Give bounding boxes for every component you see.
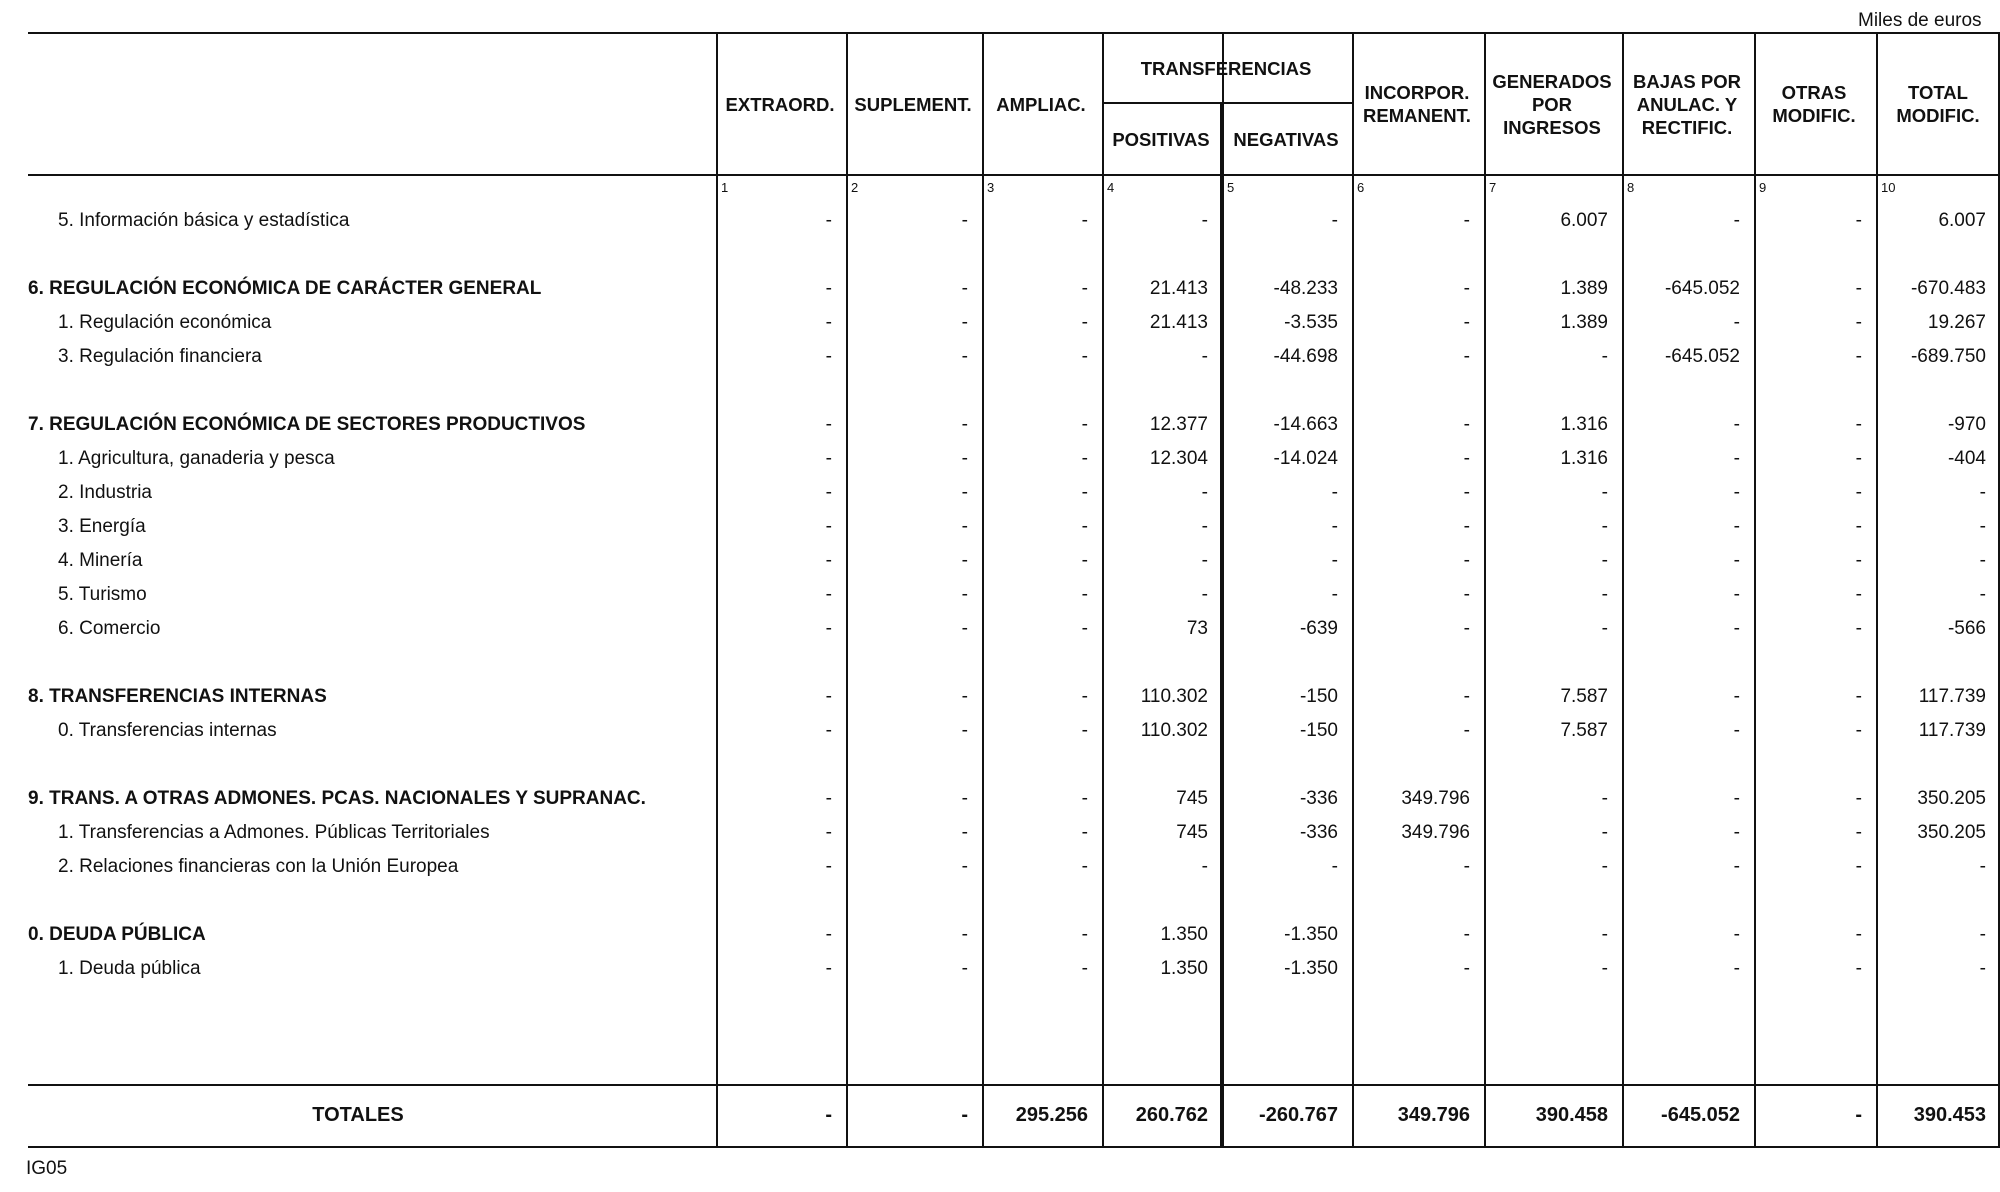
row-value: -404 xyxy=(1947,448,1986,469)
row-value: - xyxy=(1463,414,1470,435)
row-value: - xyxy=(1733,210,1740,231)
row-value: - xyxy=(1201,856,1208,877)
row-value: - xyxy=(1463,550,1470,571)
row-value: - xyxy=(1081,924,1088,945)
row-value: - xyxy=(1855,312,1862,333)
row-value: - xyxy=(825,822,832,843)
row-value: -14.663 xyxy=(1273,414,1338,435)
row-value: - xyxy=(1601,958,1608,979)
row-value: - xyxy=(1201,346,1208,367)
row-value: - xyxy=(1081,822,1088,843)
column-number: 8 xyxy=(1627,180,1635,195)
row-value: 6.007 xyxy=(1560,210,1608,231)
row-label: 6. Comercio xyxy=(58,618,161,639)
row-value: - xyxy=(1081,618,1088,639)
totals-value: 390.453 xyxy=(1913,1104,1986,1126)
column-number: 7 xyxy=(1489,180,1497,195)
row-value: - xyxy=(1733,414,1740,435)
row-value: - xyxy=(961,448,968,469)
row-value: - xyxy=(1979,958,1986,979)
row-value: - xyxy=(1733,448,1740,469)
row-value: - xyxy=(1081,584,1088,605)
row-value: - xyxy=(1733,686,1740,707)
row-value: - xyxy=(1601,856,1608,877)
row-value: 110.302 xyxy=(1140,720,1208,741)
row-value: 21.413 xyxy=(1149,278,1208,299)
row-value: 117.739 xyxy=(1918,686,1986,707)
row-value: - xyxy=(1855,278,1862,299)
row-value: - xyxy=(1979,584,1986,605)
row-value: 7.587 xyxy=(1560,686,1608,707)
totals-value: - xyxy=(961,1104,968,1126)
table-row xyxy=(0,818,2000,852)
column-number: 5 xyxy=(1227,180,1235,195)
row-value: - xyxy=(1855,924,1862,945)
totals-value: 295.256 xyxy=(1015,1104,1088,1126)
row-value: - xyxy=(1855,550,1862,571)
table-row xyxy=(0,512,2000,546)
table-row xyxy=(0,682,2000,716)
row-value: - xyxy=(825,210,832,231)
row-value: 110.302 xyxy=(1140,686,1208,707)
row-value: - xyxy=(1201,550,1208,571)
row-label: 0. Transferencias internas xyxy=(58,720,277,741)
row-value: - xyxy=(1081,720,1088,741)
row-value: - xyxy=(825,788,832,809)
row-value: -336 xyxy=(1299,788,1338,809)
row-value: - xyxy=(961,482,968,503)
row-value: 73 xyxy=(1186,618,1208,639)
row-value: - xyxy=(1979,856,1986,877)
row-value: 1.389 xyxy=(1560,312,1608,333)
header-incorpor: INCORPOR. REMANENT. xyxy=(1363,82,1471,126)
row-value: - xyxy=(1601,788,1608,809)
row-value: - xyxy=(1855,686,1862,707)
row-value: - xyxy=(1601,822,1608,843)
header-negativas: NEGATIVAS xyxy=(1233,128,1339,150)
row-value: - xyxy=(1081,856,1088,877)
row-value: - xyxy=(1733,720,1740,741)
row-value: 117.739 xyxy=(1918,720,1986,741)
table-row xyxy=(0,954,2000,988)
table-row xyxy=(0,546,2000,580)
row-value: - xyxy=(1855,958,1862,979)
row-value: - xyxy=(1331,856,1338,877)
totals-value: -645.052 xyxy=(1661,1104,1740,1126)
row-label: 1. Regulación económica xyxy=(58,312,272,333)
row-value: - xyxy=(825,414,832,435)
totals-value: - xyxy=(825,1104,832,1126)
row-value: - xyxy=(1733,788,1740,809)
row-value: - xyxy=(825,448,832,469)
table-row xyxy=(0,852,2000,886)
row-value: 349.796 xyxy=(1401,822,1470,843)
row-value: - xyxy=(1201,584,1208,605)
row-value: - xyxy=(1463,720,1470,741)
header-extraord: EXTRAORD. xyxy=(725,93,835,115)
row-value: - xyxy=(825,482,832,503)
row-value: - xyxy=(1855,210,1862,231)
row-value: - xyxy=(825,958,832,979)
row-value: - xyxy=(1463,346,1470,367)
column-number: 1 xyxy=(721,180,729,195)
row-value: 12.377 xyxy=(1149,414,1208,435)
row-value: - xyxy=(1855,856,1862,877)
column-number: 6 xyxy=(1357,180,1365,195)
header-suplement: SUPLEMENT. xyxy=(854,93,972,115)
row-value: - xyxy=(1331,550,1338,571)
row-value: -670.483 xyxy=(1910,278,1986,299)
row-value: -1.350 xyxy=(1284,958,1338,979)
row-value: -48.233 xyxy=(1273,278,1338,299)
row-value: - xyxy=(825,516,832,537)
section-label: 0. DEUDA PÚBLICA xyxy=(28,924,206,945)
units-note: Miles de euros xyxy=(1858,10,1982,31)
table-row xyxy=(0,716,2000,750)
row-value: - xyxy=(1979,482,1986,503)
totals-label: TOTALES xyxy=(312,1104,404,1126)
row-value: -150 xyxy=(1299,686,1338,707)
section-label: 9. TRANS. A OTRAS ADMONES. PCAS. NACIONALES Y SUPRANAC. xyxy=(28,788,646,809)
row-value: - xyxy=(961,856,968,877)
table-row xyxy=(0,206,2000,240)
row-value: - xyxy=(1081,550,1088,571)
row-value: - xyxy=(961,414,968,435)
row-value: - xyxy=(1201,516,1208,537)
totals-value: 390.458 xyxy=(1535,1104,1608,1126)
row-value: 350.205 xyxy=(1917,788,1986,809)
row-value: 349.796 xyxy=(1401,788,1470,809)
row-value: - xyxy=(961,720,968,741)
row-value: -336 xyxy=(1299,822,1338,843)
row-value: - xyxy=(1463,278,1470,299)
row-value: - xyxy=(1201,210,1208,231)
row-label: 4. Minería xyxy=(58,550,143,571)
row-value: - xyxy=(1601,618,1608,639)
row-value: - xyxy=(1733,584,1740,605)
row-label: 2. Industria xyxy=(58,482,152,503)
section-label: 6. REGULACIÓN ECONÓMICA DE CARÁCTER GENERAL xyxy=(28,278,542,299)
header-transferencias: TRANSFERENCIAS xyxy=(1140,57,1312,79)
column-number: 4 xyxy=(1107,180,1115,195)
row-value: - xyxy=(1601,516,1608,537)
row-value: - xyxy=(1463,686,1470,707)
row-value: - xyxy=(1855,448,1862,469)
row-value: 1.316 xyxy=(1560,414,1608,435)
row-value: - xyxy=(961,584,968,605)
row-value: - xyxy=(825,856,832,877)
section-label: 8. TRANSFERENCIAS INTERNAS xyxy=(28,686,327,707)
totals-value: -260.767 xyxy=(1259,1104,1338,1126)
column-number: 10 xyxy=(1881,180,1896,195)
column-number: 9 xyxy=(1759,180,1767,195)
row-value: - xyxy=(961,346,968,367)
totals-value: 260.762 xyxy=(1135,1104,1208,1126)
row-value: - xyxy=(1979,550,1986,571)
header-otras: OTRAS MODIFIC. xyxy=(1772,82,1856,126)
row-value: - xyxy=(1979,924,1986,945)
table-row xyxy=(0,410,2000,444)
row-value: - xyxy=(961,686,968,707)
row-value: - xyxy=(961,210,968,231)
row-value: - xyxy=(1601,482,1608,503)
row-value: - xyxy=(1733,516,1740,537)
column-number: 2 xyxy=(851,180,859,195)
row-value: - xyxy=(825,346,832,367)
row-value: -689.750 xyxy=(1910,346,1986,367)
table-row xyxy=(0,478,2000,512)
table-row xyxy=(0,614,2000,648)
row-value: - xyxy=(1081,448,1088,469)
row-value: - xyxy=(1601,346,1608,367)
row-label: 3. Regulación financiera xyxy=(58,346,262,367)
table-row xyxy=(0,308,2000,342)
row-value: - xyxy=(1081,210,1088,231)
row-value: -3.535 xyxy=(1284,312,1338,333)
row-value: 21.413 xyxy=(1149,312,1208,333)
row-value: - xyxy=(1463,516,1470,537)
row-value: 1.316 xyxy=(1560,448,1608,469)
row-value: - xyxy=(1733,924,1740,945)
row-value: - xyxy=(1463,584,1470,605)
row-label: 5. Información básica y estadística xyxy=(58,210,350,231)
row-value: - xyxy=(1463,210,1470,231)
header-total: TOTAL MODIFIC. xyxy=(1896,82,1980,126)
row-value: - xyxy=(1855,788,1862,809)
row-value: - xyxy=(1733,550,1740,571)
row-value: - xyxy=(825,584,832,605)
row-value: - xyxy=(1463,924,1470,945)
row-value: - xyxy=(1463,448,1470,469)
totals-value: - xyxy=(1855,1104,1862,1126)
row-value: -1.350 xyxy=(1284,924,1338,945)
row-value: - xyxy=(961,618,968,639)
row-value: - xyxy=(1979,516,1986,537)
row-label: 1. Deuda pública xyxy=(58,958,201,979)
header-ampliac: AMPLIAC. xyxy=(996,93,1086,115)
row-value: - xyxy=(1733,958,1740,979)
row-value: - xyxy=(825,550,832,571)
row-value: - xyxy=(1081,958,1088,979)
table-row xyxy=(0,444,2000,478)
row-value: - xyxy=(825,686,832,707)
row-value: - xyxy=(1855,720,1862,741)
header-positivas: POSITIVAS xyxy=(1112,128,1210,150)
row-value: - xyxy=(1201,482,1208,503)
header-bajas: BAJAS POR ANULAC. Y RECTIFIC. xyxy=(1633,70,1741,138)
row-value: 7.587 xyxy=(1560,720,1608,741)
row-value: 1.389 xyxy=(1560,278,1608,299)
row-value: -645.052 xyxy=(1664,278,1740,299)
row-value: - xyxy=(961,958,968,979)
row-value: - xyxy=(825,278,832,299)
row-label: 2. Relaciones financieras con la Unión Europea xyxy=(58,856,459,877)
row-value: 12.304 xyxy=(1149,448,1208,469)
row-value: - xyxy=(1601,584,1608,605)
row-value: - xyxy=(1733,856,1740,877)
row-value: - xyxy=(961,924,968,945)
row-value: - xyxy=(1855,516,1862,537)
row-value: - xyxy=(961,278,968,299)
row-value: - xyxy=(1855,618,1862,639)
table-row xyxy=(0,580,2000,614)
row-value: 745 xyxy=(1176,822,1208,843)
row-value: 6.007 xyxy=(1938,210,1986,231)
section-label: 7. REGULACIÓN ECONÓMICA DE SECTORES PRODUCTIVOS xyxy=(28,414,586,435)
row-value: - xyxy=(1081,788,1088,809)
row-label: 3. Energía xyxy=(58,516,146,537)
header-generados: GENERADOS POR INGRESOS xyxy=(1492,70,1612,138)
row-value: - xyxy=(1463,312,1470,333)
row-value: - xyxy=(1081,346,1088,367)
totals-row xyxy=(0,1086,2000,1146)
footer-code: IG05 xyxy=(26,1158,68,1179)
row-value: -14.024 xyxy=(1273,448,1338,469)
row-value: - xyxy=(825,720,832,741)
row-value: - xyxy=(1733,482,1740,503)
row-value: - xyxy=(1733,312,1740,333)
row-value: -44.698 xyxy=(1273,346,1338,367)
row-value: - xyxy=(1855,414,1862,435)
table-row xyxy=(0,920,2000,954)
row-value: 1.350 xyxy=(1160,958,1208,979)
row-value: - xyxy=(825,312,832,333)
row-label: 1. Transferencias a Admones. Públicas Territoriales xyxy=(58,822,490,843)
row-value: -639 xyxy=(1299,618,1338,639)
row-value: - xyxy=(1463,618,1470,639)
row-value: - xyxy=(1855,822,1862,843)
row-label: 1. Agricultura, ganaderia y pesca xyxy=(58,448,335,469)
row-value: 745 xyxy=(1176,788,1208,809)
row-value: - xyxy=(1733,618,1740,639)
row-value: - xyxy=(1855,346,1862,367)
header-bottom-border xyxy=(28,174,2000,176)
row-value: -150 xyxy=(1299,720,1338,741)
row-value: - xyxy=(1601,550,1608,571)
row-value: - xyxy=(1081,686,1088,707)
row-value: - xyxy=(1733,822,1740,843)
row-value: - xyxy=(1601,924,1608,945)
row-value: - xyxy=(1855,584,1862,605)
row-value: - xyxy=(1463,856,1470,877)
row-value: - xyxy=(961,822,968,843)
row-value: 1.350 xyxy=(1160,924,1208,945)
row-value: - xyxy=(1331,584,1338,605)
totals-value: 349.796 xyxy=(1397,1104,1470,1126)
row-value: - xyxy=(961,550,968,571)
row-value: - xyxy=(1081,414,1088,435)
column-number: 3 xyxy=(987,180,995,195)
row-value: - xyxy=(1331,482,1338,503)
row-value: -645.052 xyxy=(1664,346,1740,367)
table-row xyxy=(0,342,2000,376)
row-value: - xyxy=(1081,482,1088,503)
table-row xyxy=(0,274,2000,308)
row-value: - xyxy=(1081,516,1088,537)
table-bottom-border xyxy=(28,1146,2000,1148)
row-value: - xyxy=(825,618,832,639)
row-value: - xyxy=(1331,210,1338,231)
row-value: 350.205 xyxy=(1917,822,1986,843)
table-row xyxy=(0,784,2000,818)
row-value: - xyxy=(961,516,968,537)
row-value: - xyxy=(961,788,968,809)
row-value: -566 xyxy=(1947,618,1986,639)
row-value: 19.267 xyxy=(1927,312,1986,333)
row-value: - xyxy=(1081,312,1088,333)
row-value: - xyxy=(1463,482,1470,503)
row-value: -970 xyxy=(1947,414,1986,435)
row-value: - xyxy=(825,924,832,945)
row-value: - xyxy=(1331,516,1338,537)
row-value: - xyxy=(1855,482,1862,503)
row-value: - xyxy=(1463,958,1470,979)
row-value: - xyxy=(1081,278,1088,299)
row-value: - xyxy=(961,312,968,333)
row-label: 5. Turismo xyxy=(58,584,147,605)
